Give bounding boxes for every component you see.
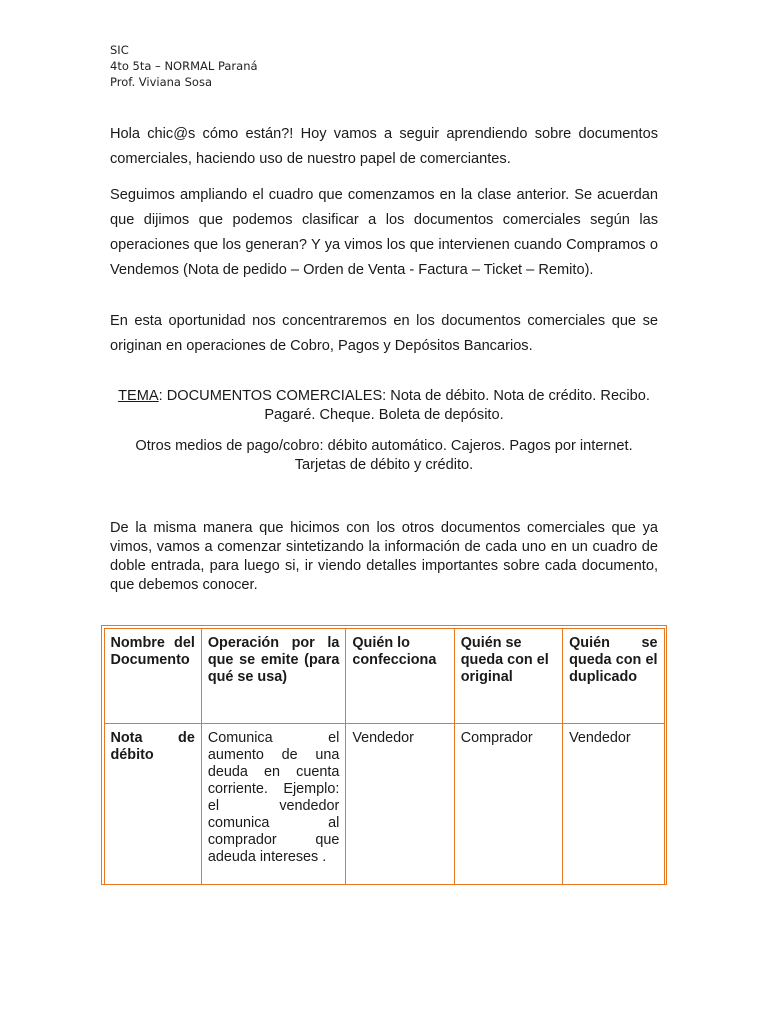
cell-operacion: Comunica el aumento de una deuda en cuenta corriente. Ejemplo: el vendedor comunica al comprador que adeuda intereses . bbox=[201, 723, 346, 884]
cell-duplicado: Vendedor bbox=[563, 723, 664, 884]
tema-text: : DOCUMENTOS COMERCIALES: Nota de débito. Nota de crédito. Recibo. Pagaré. Cheque. Boleta de depósito. bbox=[158, 388, 650, 423]
header-cell-original: Quién se queda con el original bbox=[454, 628, 562, 723]
header-course: 4to 5ta – NORMAL Paraná bbox=[110, 59, 258, 73]
cell-nombre: Nota de débito bbox=[104, 723, 201, 884]
documents-table-frame bbox=[101, 625, 667, 885]
otros-medios-text: Otros medios de pago/cobro: débito automático. Cajeros. Pagos por internet. Tarjetas de débito y crédito. bbox=[135, 438, 633, 473]
table-header-row bbox=[104, 628, 664, 723]
table-row bbox=[104, 723, 664, 884]
paragraph-2-block bbox=[110, 183, 658, 283]
intro-paragraph: Hola chic@s cómo están?! Hoy vamos a seguir aprendiendo sobre documentos comerciales, haciendo uso de nuestro papel de comerciantes. bbox=[110, 126, 658, 167]
header-cell-nombre: Nombre del Documento bbox=[104, 628, 201, 723]
intro-paragraph-block bbox=[110, 122, 658, 172]
header-teacher: Prof. Viviana Sosa bbox=[110, 75, 212, 89]
tema-heading bbox=[110, 387, 658, 425]
tema-label: TEMA bbox=[118, 388, 159, 404]
paragraph-3-block bbox=[110, 309, 658, 359]
paragraph-3: En esta oportunidad nos concentraremos en los documentos comerciales que se originan en operaciones de Cobro, Pagos y Depósitos Bancarios. bbox=[110, 313, 658, 354]
document-header bbox=[110, 42, 258, 90]
header-cell-operacion: Operación por la que se emite (para qué se usa) bbox=[201, 628, 346, 723]
documents-table bbox=[104, 628, 665, 885]
paragraph-4: De la misma manera que hicimos con los otros documentos comerciales que ya vimos, vamos a comenzar sintetizando la información de cada uno en un cuadro de doble entrada, para luego si, ir viendo detalles importantes sobre cada documento, que debemos conocer. bbox=[110, 520, 658, 593]
header-subject: SIC bbox=[110, 43, 129, 57]
cell-original: Comprador bbox=[454, 723, 562, 884]
cell-confecciona: Vendedor bbox=[346, 723, 454, 884]
header-cell-confecciona: Quién lo confecciona bbox=[346, 628, 454, 723]
paragraph-2: Seguimos ampliando el cuadro que comenzamos en la clase anterior. Se acuerdan que dijimos que podemos clasificar a los documentos comerciales según las operaciones que los generan? Y ya vimos los que intervienen cuando Compramos o Vendemos (Nota de pedido – Orden de Venta - Factura – Ticket – Remito). bbox=[110, 187, 658, 278]
header-cell-duplicado: Quién se queda con el duplicado bbox=[563, 628, 664, 723]
